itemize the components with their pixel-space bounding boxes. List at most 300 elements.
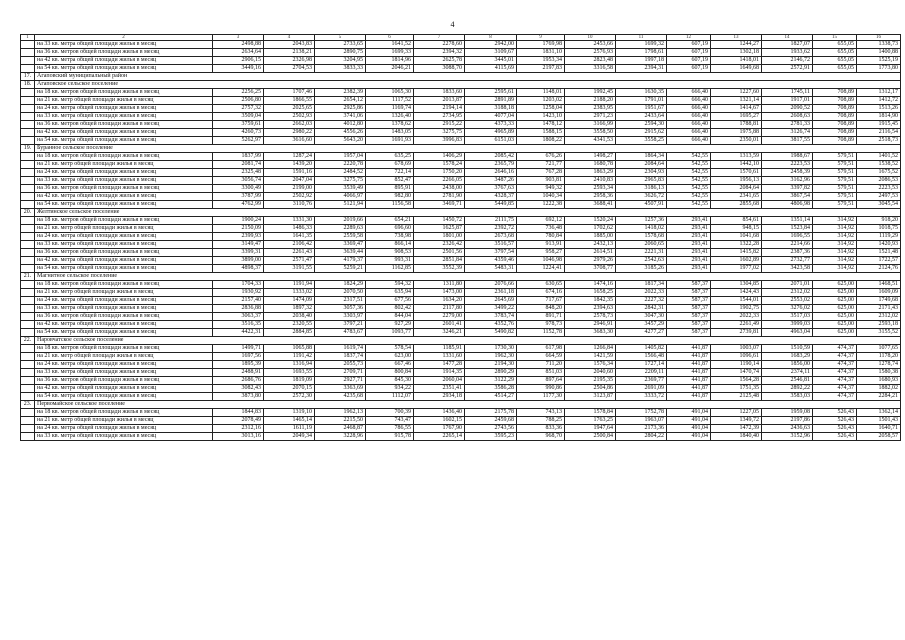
value-cell: 786,55	[366, 425, 414, 433]
value-cell: 2209,11	[616, 369, 667, 377]
value-cell: 579,51	[813, 193, 857, 201]
value-cell: 1362,14	[857, 409, 901, 417]
value-cell: 1450,72	[414, 217, 465, 225]
value-cell: 1897,32	[264, 305, 315, 313]
row-label: на 21 кв. метр общей площади жилья в месяц	[35, 353, 213, 361]
value-cell: 1977,02	[711, 265, 762, 273]
value-cell: 1510,59	[762, 345, 813, 353]
value-cell: 474,37	[813, 377, 857, 385]
value-cell: 635,94	[366, 289, 414, 297]
row-number: 18.	[21, 81, 35, 89]
value-cell: 3797,21	[315, 321, 366, 329]
value-cell: 1117,52	[366, 97, 414, 105]
value-cell: 3122,29	[465, 377, 517, 385]
value-cell: 2197,86	[762, 417, 813, 425]
value-cell: 2124,76	[857, 265, 901, 273]
value-cell: 1258,04	[517, 105, 565, 113]
column-number: 6	[366, 35, 414, 41]
value-cell: 2070,50	[315, 289, 366, 297]
value-cell: 293,41	[667, 241, 711, 249]
value-cell: 1119,29	[857, 233, 901, 241]
value-cell: 542,55	[667, 153, 711, 161]
value-cell: 3626,72	[616, 193, 667, 201]
value-cell: 5490,82	[465, 329, 517, 337]
value-cell: 1751,35	[711, 385, 762, 393]
value-cell: 2046,21	[366, 65, 414, 73]
table-row	[21, 345, 901, 353]
value-cell: 314,92	[813, 241, 857, 249]
value-cell: 1414,67	[711, 105, 762, 113]
column-number: 4	[264, 35, 315, 41]
value-cell: 1538,52	[857, 161, 901, 169]
row-label: на 18 кв. метров общей площади жилья в месяц	[35, 153, 213, 161]
value-cell: 2392,72	[465, 225, 517, 233]
value-cell: 2453,66	[565, 41, 616, 49]
value-cell: 1578,68	[616, 233, 667, 241]
table-row	[21, 65, 901, 73]
value-cell: 1566,48	[616, 353, 667, 361]
value-cell: 542,55	[667, 201, 711, 209]
value-cell: 2625,78	[414, 57, 465, 65]
table-row	[21, 257, 901, 265]
row-label: на 18 кв. метров общей площади жилья в месяц	[35, 409, 213, 417]
value-cell: 3449,16	[213, 65, 264, 73]
value-cell: 1421,59	[565, 353, 616, 361]
row-label: на 21 кв. метр общей площади жилья в месяц	[35, 289, 213, 297]
row-number-cell	[21, 65, 35, 73]
value-cell: 2084,64	[711, 185, 762, 193]
value-cell: 918,20	[857, 217, 901, 225]
value-cell: 1866,55	[264, 97, 315, 105]
value-cell: 293,41	[667, 217, 711, 225]
value-cell: 635,25	[366, 153, 414, 161]
value-cell: 2060,04	[414, 377, 465, 385]
value-cell: 3123,87	[565, 393, 616, 401]
value-cell: 1331,60	[414, 353, 465, 361]
value-cell: 3683,30	[565, 329, 616, 337]
value-cell: 2504,86	[565, 385, 616, 393]
value-cell: 2312,02	[857, 313, 901, 321]
value-cell: 1819,09	[264, 377, 315, 385]
value-cell: 2394,31	[616, 65, 667, 73]
table-body	[21, 35, 901, 441]
value-cell: 2614,51	[565, 249, 616, 257]
value-cell: 2781,33	[762, 121, 813, 129]
table-row	[21, 265, 901, 273]
value-cell: 2884,85	[264, 329, 315, 337]
row-label: на 42 кв. метра общей площади жилья в месяц	[35, 385, 213, 393]
value-cell: 655,05	[813, 57, 857, 65]
value-cell: 2942,00	[465, 41, 517, 49]
value-cell: 491,04	[667, 425, 711, 433]
value-cell: 3759,61	[213, 121, 264, 129]
value-cell: 1791,01	[616, 97, 667, 105]
value-cell: 587,37	[667, 313, 711, 321]
value-cell: 2256,25	[213, 89, 264, 97]
table-row	[21, 329, 901, 337]
value-cell: 3583,03	[762, 393, 813, 401]
value-cell: 1418,02	[616, 225, 667, 233]
column-number: 8	[465, 35, 517, 41]
value-cell: 2823,48	[565, 57, 616, 65]
table-row	[21, 193, 901, 201]
row-label: на 54 кв. метра общей площади жилья в месяц	[35, 137, 213, 145]
value-cell: 4762,99	[213, 201, 264, 209]
value-cell: 3787,99	[213, 193, 264, 201]
value-cell: 696,60	[366, 225, 414, 233]
row-label: на 24 кв. метра общей площади жилья в месяц	[35, 233, 213, 241]
value-cell: 1842,35	[565, 297, 616, 305]
column-number: 13	[711, 35, 762, 41]
value-cell: 4066,97	[315, 193, 366, 201]
row-number-cell	[21, 57, 35, 65]
table-row	[21, 385, 901, 393]
value-cell: 3616,60	[264, 137, 315, 145]
value-cell: 617,98	[517, 345, 565, 353]
value-cell: 2497,53	[857, 193, 901, 201]
value-cell: 2934,18	[414, 393, 465, 401]
row-number-cell	[21, 329, 35, 337]
value-cell: 3152,96	[762, 433, 813, 441]
row-number: 17.	[21, 73, 35, 81]
value-cell: 655,05	[813, 41, 857, 49]
value-cell: 1244,27	[711, 41, 762, 49]
row-label: на 54 кв. метра общей площади жилья в месяц	[35, 201, 213, 209]
value-cell: 708,89	[813, 97, 857, 105]
value-cell: 2739,81	[711, 329, 762, 337]
value-cell: 2086,53	[857, 177, 901, 185]
value-cell: 4341,53	[565, 137, 616, 145]
value-cell: 2502,93	[264, 113, 315, 121]
value-cell: 2125,48	[711, 393, 762, 401]
value-cell: 2214,66	[762, 241, 813, 249]
value-cell: 5483,31	[465, 265, 517, 273]
row-number-cell	[21, 393, 35, 401]
value-cell: 474,37	[813, 361, 857, 369]
value-cell: 2215,50	[315, 417, 366, 425]
value-cell: 3316,58	[565, 65, 616, 73]
value-cell: 1499,71	[213, 345, 264, 353]
row-label: на 24 кв. метра общей площади жилья в месяц	[35, 425, 213, 433]
value-cell: 674,16	[517, 289, 565, 297]
value-cell: 594,32	[366, 281, 414, 289]
row-label: на 36 кв. метров общей площади жилья в месяц	[35, 313, 213, 321]
value-cell: 866,14	[366, 241, 414, 249]
row-number-cell	[21, 249, 35, 257]
value-cell: 3166,99	[565, 121, 616, 129]
row-number-cell	[21, 121, 35, 129]
value-cell: 1423,10	[517, 113, 565, 121]
row-number-cell	[21, 353, 35, 361]
value-cell: 2220,78	[315, 161, 366, 169]
value-cell: 1287,24	[264, 153, 315, 161]
value-cell: 3558,50	[565, 129, 616, 137]
value-cell: 1917,01	[762, 97, 813, 105]
value-cell: 474,37	[813, 369, 857, 377]
value-cell: 3499,22	[465, 305, 517, 313]
row-number-cell	[21, 433, 35, 441]
value-cell: 2572,30	[264, 393, 315, 401]
row-number-cell	[21, 201, 35, 209]
value-cell: 908,53	[366, 249, 414, 257]
value-cell: 1520,24	[565, 217, 616, 225]
value-cell: 2261,43	[264, 249, 315, 257]
value-cell: 1513,26	[857, 105, 901, 113]
value-cell: 1501,43	[857, 417, 901, 425]
value-cell: 3783,74	[465, 313, 517, 321]
value-cell: 1801,00	[414, 233, 465, 241]
column-number: 1	[21, 35, 35, 41]
value-cell: 1351,14	[762, 217, 813, 225]
row-label: на 42 кв. метра общей площади жилья в месяц	[35, 321, 213, 329]
value-cell: 1997,18	[616, 57, 667, 65]
value-cell: 2049,34	[264, 433, 315, 441]
value-cell: 1953,34	[517, 57, 565, 65]
value-cell: 2518,73	[857, 137, 901, 145]
section-title: Буранное сельское поселение	[35, 145, 901, 153]
value-cell: 1824,29	[315, 281, 366, 289]
row-number: 22.	[21, 337, 35, 345]
page-number: 4	[450, 20, 455, 29]
value-cell: 579,51	[813, 185, 857, 193]
row-number-cell	[21, 361, 35, 369]
row-number-cell	[21, 281, 35, 289]
value-cell: 1864,34	[616, 153, 667, 161]
value-cell: 1576,34	[565, 361, 616, 369]
table-row	[21, 433, 901, 441]
value-cell: 2350,01	[711, 137, 762, 145]
value-cell: 3045,54	[857, 201, 901, 209]
value-cell: 1316,94	[264, 361, 315, 369]
value-cell: 2438,00	[414, 185, 465, 193]
value-cell: 2043,83	[264, 41, 315, 49]
value-cell: 1227,60	[711, 89, 762, 97]
value-cell: 607,19	[667, 65, 711, 73]
table-row	[21, 113, 901, 121]
row-label: на 54 кв. метра общей площади жилья в месяц	[35, 329, 213, 337]
value-cell: 2646,16	[465, 169, 517, 177]
value-cell: 587,37	[667, 289, 711, 297]
value-cell: 1418,01	[711, 57, 762, 65]
value-cell: 1962,13	[315, 409, 366, 417]
value-cell: 4965,89	[465, 129, 517, 137]
value-cell: 1833,60	[414, 89, 465, 97]
value-cell: 3013,16	[213, 433, 264, 441]
value-cell: 2890,75	[315, 49, 366, 57]
value-cell: 1641,52	[366, 41, 414, 49]
value-cell: 2890,29	[465, 369, 517, 377]
value-cell: 1321,14	[711, 97, 762, 105]
column-number: 11	[616, 35, 667, 41]
value-cell: 1900,24	[213, 217, 264, 225]
value-cell: 958,27	[517, 249, 565, 257]
value-cell: 314,92	[813, 265, 857, 273]
value-cell: 3516,57	[465, 241, 517, 249]
value-cell: 2498,88	[213, 41, 264, 49]
value-cell: 4963,04	[762, 329, 813, 337]
value-cell: 3516,35	[213, 321, 264, 329]
value-cell: 982,80	[366, 193, 414, 201]
value-cell: 314,92	[813, 225, 857, 233]
row-number-cell	[21, 41, 35, 49]
table-row	[21, 129, 901, 137]
value-cell: 542,55	[667, 193, 711, 201]
row-number-cell	[21, 89, 35, 97]
value-cell: 2546,81	[762, 377, 813, 385]
value-cell: 2394,63	[565, 305, 616, 313]
value-cell: 2071,01	[762, 281, 813, 289]
row-label: на 33 кв. метра общей площади жилья в месяц	[35, 113, 213, 121]
value-cell: 4328,37	[465, 193, 517, 201]
value-cell: 1065,88	[264, 345, 315, 353]
value-cell: 1602,89	[711, 257, 762, 265]
value-cell: 5121,94	[315, 201, 366, 209]
row-label: на 24 кв. метра общей площади жилья в месяц	[35, 105, 213, 113]
value-cell: 2542,63	[616, 257, 667, 265]
value-cell: 2106,42	[264, 241, 315, 249]
value-cell: 1406,29	[414, 153, 465, 161]
value-cell: 990,86	[517, 385, 565, 393]
value-cell: 2433,64	[616, 113, 667, 121]
row-label: на 42 кв. метра общей площади жилья в месяц	[35, 257, 213, 265]
value-cell: 579,51	[813, 169, 857, 177]
value-cell: 1474,16	[565, 281, 616, 289]
value-cell: 1702,62	[565, 225, 616, 233]
value-cell: 1963,07	[616, 417, 667, 425]
value-cell: 1697,56	[213, 353, 264, 361]
value-cell: 1895,39	[213, 361, 264, 369]
value-cell: 2891,89	[465, 97, 517, 105]
value-cell: 2040,60	[565, 369, 616, 377]
value-cell: 5449,85	[465, 201, 517, 209]
value-cell: 2138,21	[264, 49, 315, 57]
value-cell: 738,98	[366, 233, 414, 241]
value-cell: 1951,67	[616, 105, 667, 113]
value-cell: 2645,69	[465, 297, 517, 305]
value-cell: 2965,83	[616, 177, 667, 185]
value-cell: 2915,62	[616, 129, 667, 137]
value-cell: 1578,84	[565, 409, 616, 417]
value-cell: 1773,80	[857, 65, 901, 73]
value-cell: 3999,03	[762, 321, 813, 329]
value-cell: 915,78	[366, 433, 414, 441]
row-label: на 33 кв. метра общей площади жилья в месяц	[35, 305, 213, 313]
value-cell: 1525,19	[857, 57, 901, 65]
section-title: Агаповское сельское поселение	[35, 81, 901, 89]
value-cell: 708,89	[813, 105, 857, 113]
value-cell: 1915,45	[857, 121, 901, 129]
value-cell: 2593,18	[857, 321, 901, 329]
value-cell: 2484,52	[315, 169, 366, 177]
value-cell: 1470,74	[711, 369, 762, 377]
value-cell: 1962,30	[465, 353, 517, 361]
row-label: на 24 кв. метра общей площади жилья в месяц	[35, 297, 213, 305]
value-cell: 1266,84	[565, 345, 616, 353]
row-number-cell	[21, 369, 35, 377]
table-row	[21, 425, 901, 433]
section-row	[21, 145, 901, 153]
table-row	[21, 409, 901, 417]
value-cell: 2458,39	[762, 169, 813, 177]
value-cell: 1191,42	[264, 353, 315, 361]
value-cell: 579,51	[813, 201, 857, 209]
value-cell: 692,12	[517, 217, 565, 225]
value-cell: 1465,14	[264, 417, 315, 425]
value-cell: 2019,66	[315, 217, 366, 225]
value-cell: 587,37	[667, 305, 711, 313]
value-cell: 1148,01	[517, 89, 565, 97]
value-cell: 1957,04	[315, 153, 366, 161]
value-cell: 1831,10	[517, 49, 565, 57]
value-cell: 1331,30	[264, 217, 315, 225]
value-cell: 2084,64	[616, 161, 667, 169]
value-cell: 4422,31	[213, 329, 264, 337]
value-cell: 1591,16	[264, 169, 315, 177]
value-cell: 2468,87	[315, 425, 366, 433]
value-cell: 2436,63	[762, 425, 813, 433]
value-cell: 3063,37	[213, 313, 264, 321]
value-cell: 1424,43	[711, 289, 762, 297]
row-number-cell	[21, 129, 35, 137]
row-number-cell	[21, 241, 35, 249]
value-cell: 1641,35	[264, 233, 315, 241]
value-cell: 3639,44	[315, 249, 366, 257]
value-cell: 1930,92	[213, 289, 264, 297]
value-cell: 2117,80	[414, 305, 465, 313]
value-cell: 2608,63	[762, 113, 813, 121]
value-cell: 780,84	[517, 233, 565, 241]
row-number-cell	[21, 97, 35, 105]
value-cell: 491,04	[667, 433, 711, 441]
section-row	[21, 209, 901, 217]
value-cell: 3558,25	[616, 137, 667, 145]
value-cell: 3595,23	[465, 433, 517, 441]
value-cell: 2320,55	[264, 321, 315, 329]
value-cell: 2058,57	[857, 433, 901, 441]
value-cell: 1400,88	[857, 49, 901, 57]
row-number-cell	[21, 105, 35, 113]
table-row	[21, 121, 901, 129]
value-cell: 700,39	[366, 409, 414, 417]
row-number-cell	[21, 313, 35, 321]
row-number-cell	[21, 345, 35, 353]
value-cell: 625,00	[813, 281, 857, 289]
table-row	[21, 105, 901, 113]
value-cell: 1436,40	[414, 409, 465, 417]
value-cell: 2595,61	[465, 89, 517, 97]
value-cell: 1814,96	[366, 57, 414, 65]
value-cell: 4115,69	[465, 65, 517, 73]
value-cell: 2194,30	[465, 361, 517, 369]
value-cell: 1412,72	[857, 97, 901, 105]
value-cell: 2654,12	[315, 97, 366, 105]
value-cell: 1699,32	[616, 41, 667, 49]
table-row	[21, 49, 901, 57]
section-title: Магнитное сельское поселение	[35, 273, 901, 281]
row-number-cell	[21, 377, 35, 385]
value-cell: 2076,66	[465, 281, 517, 289]
value-cell: 1975,88	[711, 129, 762, 137]
value-cell: 664,59	[517, 353, 565, 361]
value-cell: 3185,26	[616, 265, 667, 273]
value-cell: 542,55	[667, 169, 711, 177]
value-cell: 2265,14	[414, 433, 465, 441]
row-number-cell	[21, 193, 35, 201]
value-cell: 1191,94	[264, 281, 315, 289]
value-cell: 1827,07	[762, 41, 813, 49]
table-row	[21, 313, 901, 321]
value-cell: 1304,85	[711, 281, 762, 289]
